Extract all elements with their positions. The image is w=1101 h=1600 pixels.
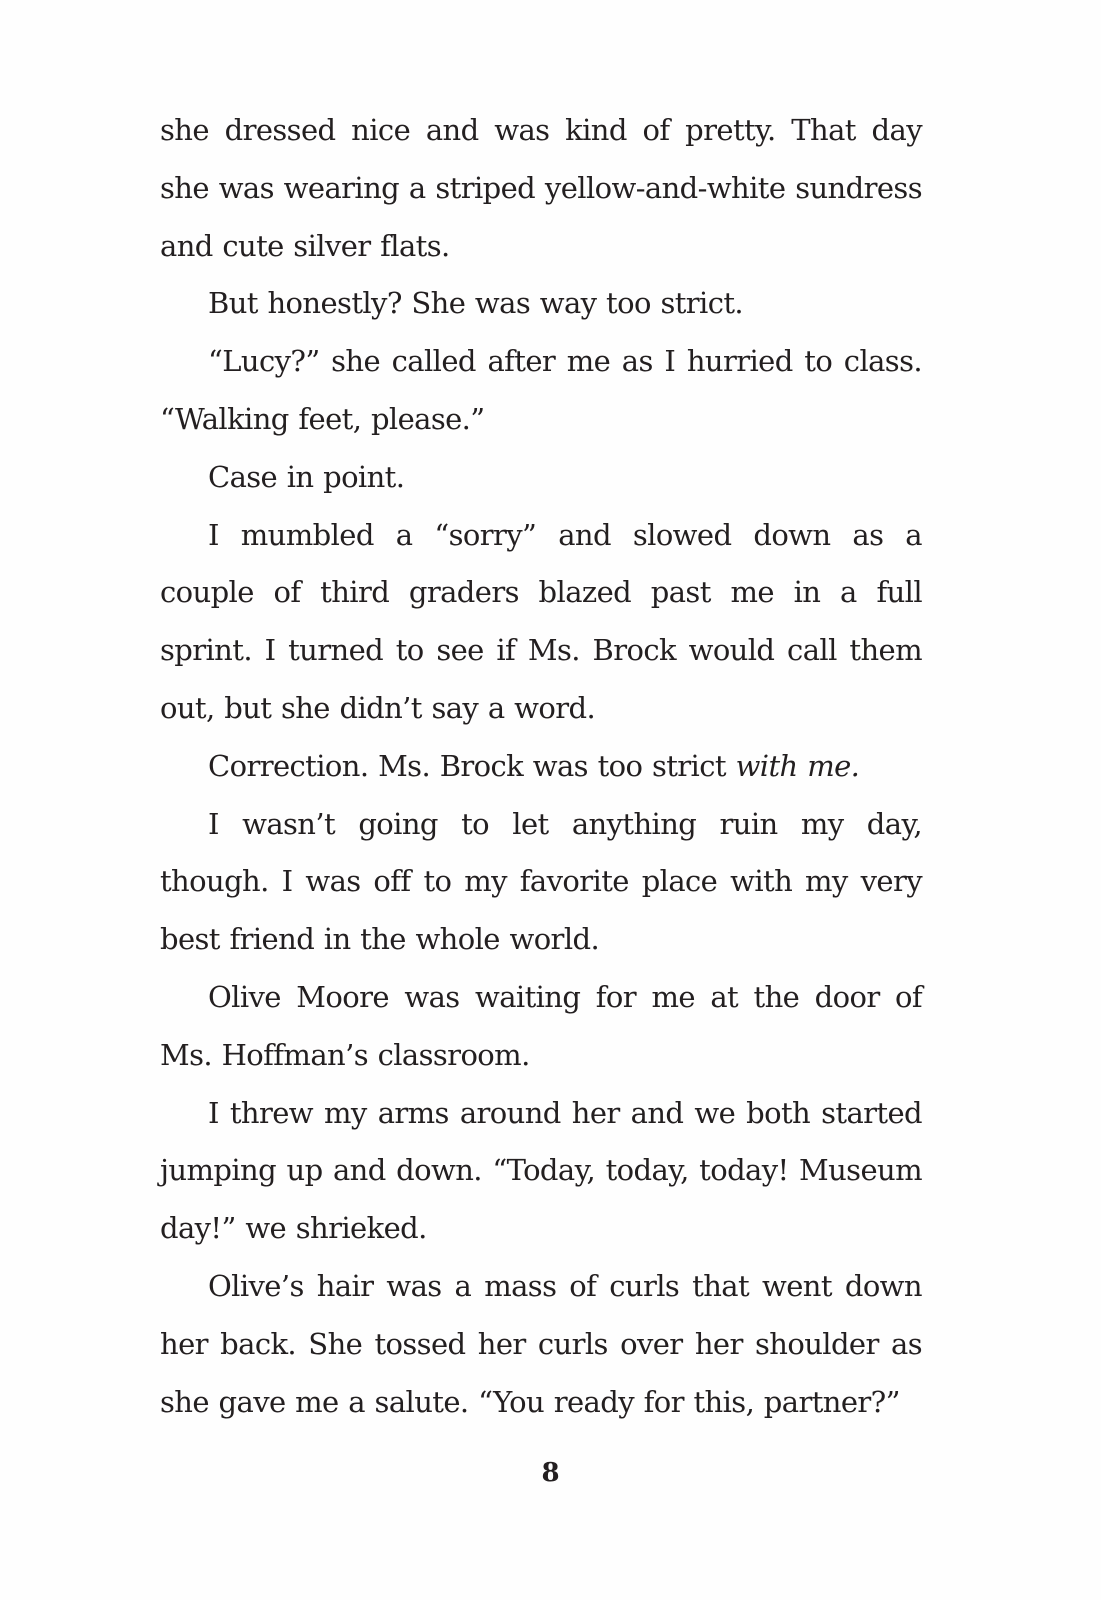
body-text [160, 102, 922, 1431]
paragraph-4: Case in point. [208, 459, 405, 494]
paragraph-2: But honestly? She was way too strict. [208, 286, 744, 321]
paragraph-6 [160, 738, 922, 796]
paragraph-10: Olive’s hair was a mass of curls that went down her back. She tossed her curls over her shoulder as she gave me a salute. “You ready for this, partner?” [160, 1268, 922, 1419]
paragraph-3: “Lucy?” she called after me as I hurried to class. “Walking feet, please.” [160, 344, 922, 436]
paragraph-1: she dressed nice and was kind of pretty. That day she was wearing a striped yellow-and-white sundress and cute silver flats. [160, 113, 922, 263]
paragraph-8: Olive Moore was waiting for me at the door of Ms. Hoffman’s classroom. [160, 979, 922, 1072]
page-number: 8 [541, 1458, 560, 1488]
paragraph-6-text: Correction. Ms. Brock was too strict [208, 748, 736, 783]
paragraph-6-italic: with me. [735, 748, 860, 783]
paragraph-9: I threw my arms around her and we both started jumping up and down. “Today, today, today! Museum day!” we shrieked. [160, 1095, 922, 1246]
paragraph-7: I wasn’t going to let anything ruin my day, though. I was off to my favorite place with my very best friend in the whole world. [160, 806, 922, 957]
paragraph-5: I mumbled a “sorry” and slowed down as a couple of third graders blazed past me in a full sprint. I turned to see if Ms. Brock would call them out, but she didn’t say a word. [160, 517, 922, 725]
